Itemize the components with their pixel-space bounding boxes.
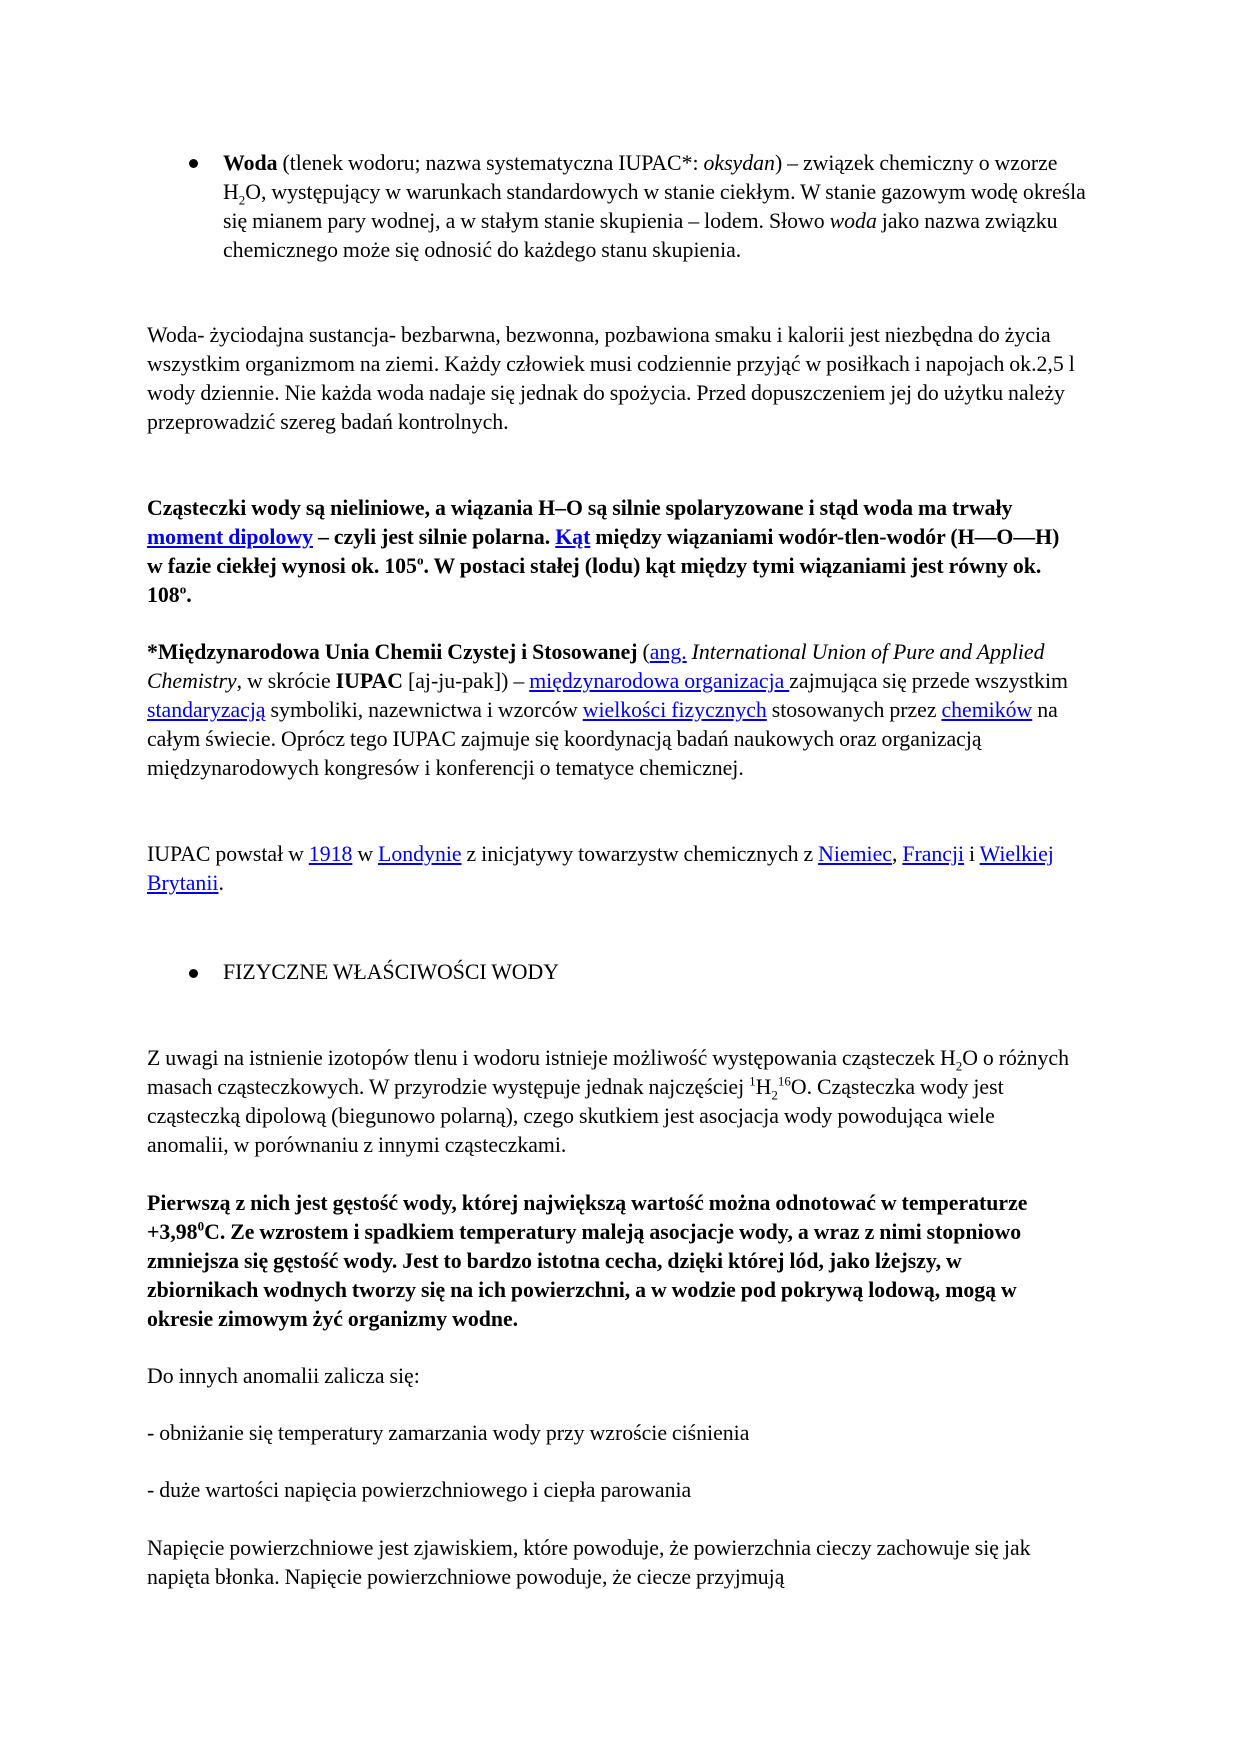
text-run: O o różnych masach cząsteczkowych. W przyrodzie występuje jednak najczęściej (147, 1046, 1069, 1099)
text-run: [aj-ju-pak]) – (403, 669, 530, 693)
text-run: między wiązaniami wodór-tlen-wodór (H—O—H) w fazie ciekłej wynosi ok. 105 (147, 525, 1060, 578)
text-run: , (891, 842, 903, 866)
paragraph-water-molecule (147, 494, 1077, 610)
text-run: ) – związek chemiczny o wzorze H (223, 151, 1058, 204)
link-wielkosci-fizycznych[interactable]: wielkości fizycznych (582, 698, 767, 722)
text-run: i (964, 842, 980, 866)
link-miedzynarodowa-organizacja[interactable]: międzynarodowa organizacja (529, 669, 790, 693)
text-run: . (218, 871, 224, 895)
superscript: 16 (777, 1073, 791, 1089)
text-run: . W postaci stałej (lodu) kąt między tymi wiązaniami jest równy ok. 108 (147, 554, 1042, 607)
link-moment-dipolowy[interactable]: moment dipolowy (147, 525, 314, 549)
paragraph-iupac-founding (147, 840, 1077, 898)
link-standaryzacja[interactable]: standaryzacją (147, 698, 266, 722)
text-run: symboliki, nazewnictwa i wzorców (265, 698, 583, 722)
paragraph-isotopes (147, 1044, 1077, 1160)
link-kat[interactable]: Kąt (555, 525, 591, 549)
text-run: C. Ze wzrostem i spadkiem temperatury maleją asocjacje wody, a wraz z nimi stopniowo zmniejsza się gęstość wody. Jest to bardzo istotna cecha, dzięki której lód, jako lżejszy, w zbiornikach wodnych tworzy się na ich powierzchni, a w wodzie pod pokrywą lodową, mogą w okresie zimowym żyć organizmy wodne. (147, 1220, 1022, 1331)
text-run: H (755, 1075, 772, 1099)
link-chemikow[interactable]: chemików (941, 698, 1033, 722)
section-heading-physical-properties: FIZYCZNE WŁAŚCIWOŚCI WODY (223, 960, 560, 984)
text-run: Pierwszą z nich jest gęstość wody, której największą wartość można odnotować w temperaturze +3,98 (147, 1191, 1028, 1244)
text-run: Cząsteczki wody są nieliniowe, a wiązania H–O są silnie spolaryzowane i stąd woda ma trwały (147, 496, 1013, 520)
anomaly-item-freezing: - obniżanie się temperatury zamarzania wody przy wzroście ciśnienia (147, 1421, 750, 1445)
paragraph-iupac (147, 638, 1077, 783)
link-londynie[interactable]: Londynie (378, 842, 462, 866)
text-run: w (352, 842, 379, 866)
text-run: . (186, 583, 192, 607)
text-run: O, występujący w warunkach standardowych w stanie ciekłym. W stanie gazowym wodę określa się mianem pary wodnej, a w stałym stanie skupienia – lodem. Słowo (223, 180, 1086, 233)
text-run: – czyli jest silnie polarna. (313, 525, 556, 549)
text-run: , w skrócie (236, 669, 336, 693)
text-run: O. Cząsteczka wody jest cząsteczką dipolową (biegunowo polarną), czego skutkiem jest asocjacja wody powodująca wiele anomalii, w porównaniu z innymi cząsteczkami. (147, 1075, 1004, 1157)
paragraph-other-anomalies: Do innych anomalii zalicza się: (147, 1364, 420, 1388)
text-run: na całym świecie. Oprócz tego IUPAC zajmuje się koordynacją badań naukowych oraz organizacją międzynarodowych kongresów i konferencji o tematyce chemicznej. (147, 698, 1058, 780)
superscript: o (416, 552, 424, 568)
text-run: IUPAC powstał w (147, 842, 309, 866)
term-oksydan: oksydan (703, 151, 775, 175)
bullet-dot (189, 159, 198, 168)
link-1918[interactable]: 1918 (308, 842, 353, 866)
superscript: 0 (197, 1218, 205, 1234)
paragraph-water-intro: Woda- życiodajna sustancja- bezbarwna, bezwonna, pozbawiona smaku i kalorii jest niezbędna do życia wszystkim organizmom na ziemi. Każdy człowiek musi codziennie przyjąć w posiłkach i napojach ok.2,5 l wody dziennie. Nie każda woda nadaje się jednak do spożycia. Przed dopuszczeniem jej do użytku należy przeprowadzić szereg badań kontrolnych. (147, 323, 1075, 434)
link-niemiec[interactable]: Niemiec (818, 842, 892, 866)
subscript: 2 (955, 1058, 963, 1074)
link-francji[interactable]: Francji (902, 842, 965, 866)
superscript: o (179, 581, 187, 597)
link-wielkiej-brytanii[interactable]: Wielkiej Brytanii (147, 842, 1054, 895)
subscript: 2 (771, 1087, 778, 1103)
subscript: 2 (238, 192, 246, 208)
paragraph-density-anomaly (147, 1189, 1077, 1334)
text-run: Z uwagi na istnienie izotopów tlenu i wodoru istnieje możliwość występowania cząsteczek H (147, 1046, 956, 1070)
paragraph-surface-tension: Napięcie powierzchniowe jest zjawiskiem, które powoduje, że powierzchnia cieczy zachowuje się jak napięta błonka. Napięcie powierzchniowe powoduje, że ciecze przyjmują (147, 1536, 1031, 1589)
link-ang[interactable]: ang. (649, 640, 687, 664)
text-run: zajmująca się przede wszystkim (789, 669, 1068, 693)
text-run: (tlenek wodoru; nazwa systematyczna IUPAC*: (277, 151, 704, 175)
text-run: stosowanych przez (766, 698, 942, 722)
iupac-full-name: *Międzynarodowa Unia Chemii Czystej i Stosowanej (147, 640, 638, 664)
iupac-abbrev: IUPAC (335, 669, 403, 693)
text-run: z inicjatywy towarzystw chemicznych z (461, 842, 819, 866)
iupac-english-name: International Union of Pure and Applied Chemistry (147, 640, 1045, 693)
superscript: 1 (749, 1073, 756, 1089)
text-run: jako nazwa związku chemicznego może się odnosić do każdego stanu skupienia. (223, 209, 1058, 262)
text-run: ( (637, 640, 650, 664)
water-definition-bullet (223, 149, 1093, 265)
bullet-dot (189, 969, 198, 978)
anomaly-item-surface-tension: - duże wartości napięcia powierzchniowego i ciepła parowania (147, 1478, 692, 1502)
term-woda-italic: woda (829, 209, 877, 233)
term-woda: Woda (223, 151, 278, 175)
